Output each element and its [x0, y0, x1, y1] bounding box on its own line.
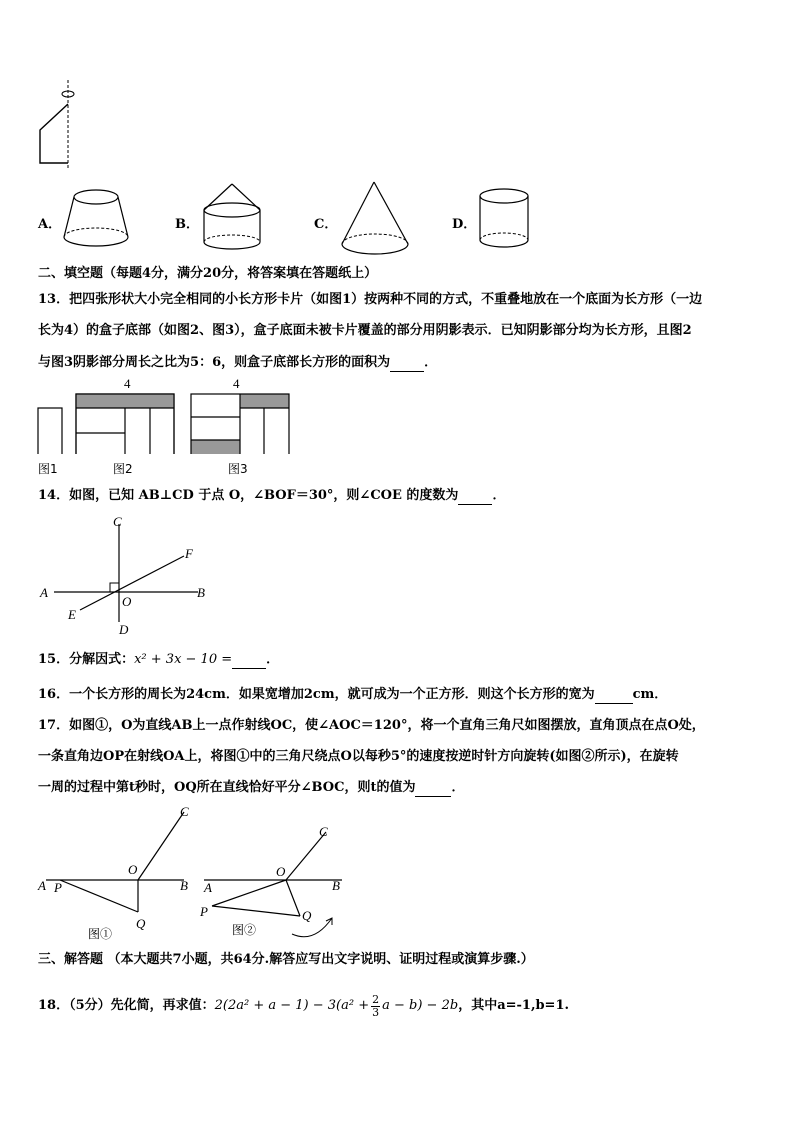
svg-text:C: C	[319, 824, 328, 839]
svg-text:C: C	[180, 804, 189, 819]
q15-expression: x² + 3x − 10 =	[134, 652, 233, 667]
answer-blank[interactable]	[232, 654, 266, 669]
section-2-title: 二、填空题（每题4分，满分20分，将答案填在答题纸上）	[38, 266, 378, 281]
fig2-caption: 图2	[113, 462, 133, 476]
svg-text:F: F	[185, 546, 193, 561]
fig1-caption: 图1	[38, 462, 58, 476]
answer-blank[interactable]	[390, 357, 424, 372]
svg-text:O: O	[122, 594, 132, 609]
q17-line-1: 17．如图①，O为直线AB上一点作射线OC，使∠AOC＝120°，将一个直角三角尺如图摆放，直角顶点在点O处，	[38, 718, 705, 733]
q13-line-2: 长为4）的盒子底部（如图2、图3），盒子底面未被卡片覆盖的部分用阴影表示．已知阴影部分均为长方形，且图2	[38, 323, 692, 338]
fraction-two-thirds: $\frac{2}{3}$	[372, 992, 380, 1019]
fig1-caption: 图①	[88, 927, 113, 941]
q13-line-3: 与图3阴影部分周长之比为5：6，则盒子底部长方形的面积为 ．	[38, 355, 438, 370]
q18-expression-part-1: 2(2a² + a − 1) − 3(a² +	[214, 998, 370, 1013]
svg-text:O: O	[128, 862, 138, 877]
fig2-side-label: 4	[124, 376, 131, 391]
svg-text:B: B	[332, 878, 340, 893]
section-3-title: 三、解答题 （本大题共7小题，共64分.解答应写出文字说明、证明过程或演算步骤.）	[38, 952, 534, 967]
q18-text: 18．（5分）先化简，再求值： 2(2a² + a − 1) − 3(a² + $\frac{2}{3}$ a − b) − 2b ，其中a=-1,b=1.	[38, 992, 570, 1019]
svg-text:A: A	[40, 585, 48, 600]
answer-blank[interactable]	[458, 490, 492, 505]
q13-figures	[30, 374, 300, 454]
q17-figure-2	[198, 820, 348, 944]
q13-line-1: 13．把四张形状大小完全相同的小长方形卡片（如图1）按两种不同的方式，不重叠地放在一个底面为长方形（一边	[38, 292, 703, 307]
frustum-shape	[60, 185, 132, 253]
svg-text:C: C	[113, 514, 122, 529]
fig3-side-label: 4	[233, 376, 240, 391]
fig2-caption: 图②	[232, 923, 257, 937]
q15-text: 15．分解因式：x² + 3x − 10 = ．	[38, 652, 280, 667]
svg-text:O: O	[276, 864, 286, 879]
q14-figure	[36, 510, 222, 638]
answer-blank[interactable]	[415, 782, 451, 797]
q18-expression-part-2: a − b) − 2b	[382, 998, 459, 1013]
cylinder-shape	[474, 186, 534, 252]
svg-text:B: B	[197, 585, 205, 600]
q17-figure-1	[34, 800, 200, 946]
option-d-label: D．	[452, 217, 477, 232]
option-c-label: C．	[314, 217, 338, 232]
cone-shape	[336, 178, 416, 262]
fig3-caption: 图3	[228, 462, 248, 476]
q16-text: 16．一个长方形的周长为24cm．如果宽增加2cm，就可成为一个正方形．则这个长方形的宽为 cm．	[38, 687, 668, 702]
svg-text:A: A	[204, 880, 212, 895]
svg-text:Q: Q	[302, 908, 312, 923]
svg-text:P: P	[200, 904, 208, 919]
cone-on-cylinder-shape	[196, 180, 268, 256]
svg-text:A: A	[38, 878, 46, 893]
rotation-figure	[30, 78, 90, 170]
option-b-label: B．	[175, 217, 199, 232]
option-a-label: A．	[38, 217, 62, 232]
svg-text:E: E	[68, 607, 76, 622]
q14-text: 14．如图，已知 AB⊥CD 于点 O，∠BOF＝30°，则∠COE 的度数为 ．	[38, 488, 506, 503]
svg-text:B: B	[180, 878, 188, 893]
q17-line-3: 一周的过程中第t秒时，OQ所在直线恰好平分∠BOC，则t的值为 ．	[38, 780, 465, 795]
svg-text:Q: Q	[136, 916, 146, 931]
svg-text:P: P	[54, 880, 62, 895]
q17-line-2: 一条直角边OP在射线OA上，将图①中的三角尺绕点O以每秒5°的速度按逆时针方向旋转(如图②所示)，在旋转	[38, 749, 679, 764]
svg-text:D: D	[119, 622, 129, 637]
answer-blank[interactable]	[595, 689, 633, 704]
